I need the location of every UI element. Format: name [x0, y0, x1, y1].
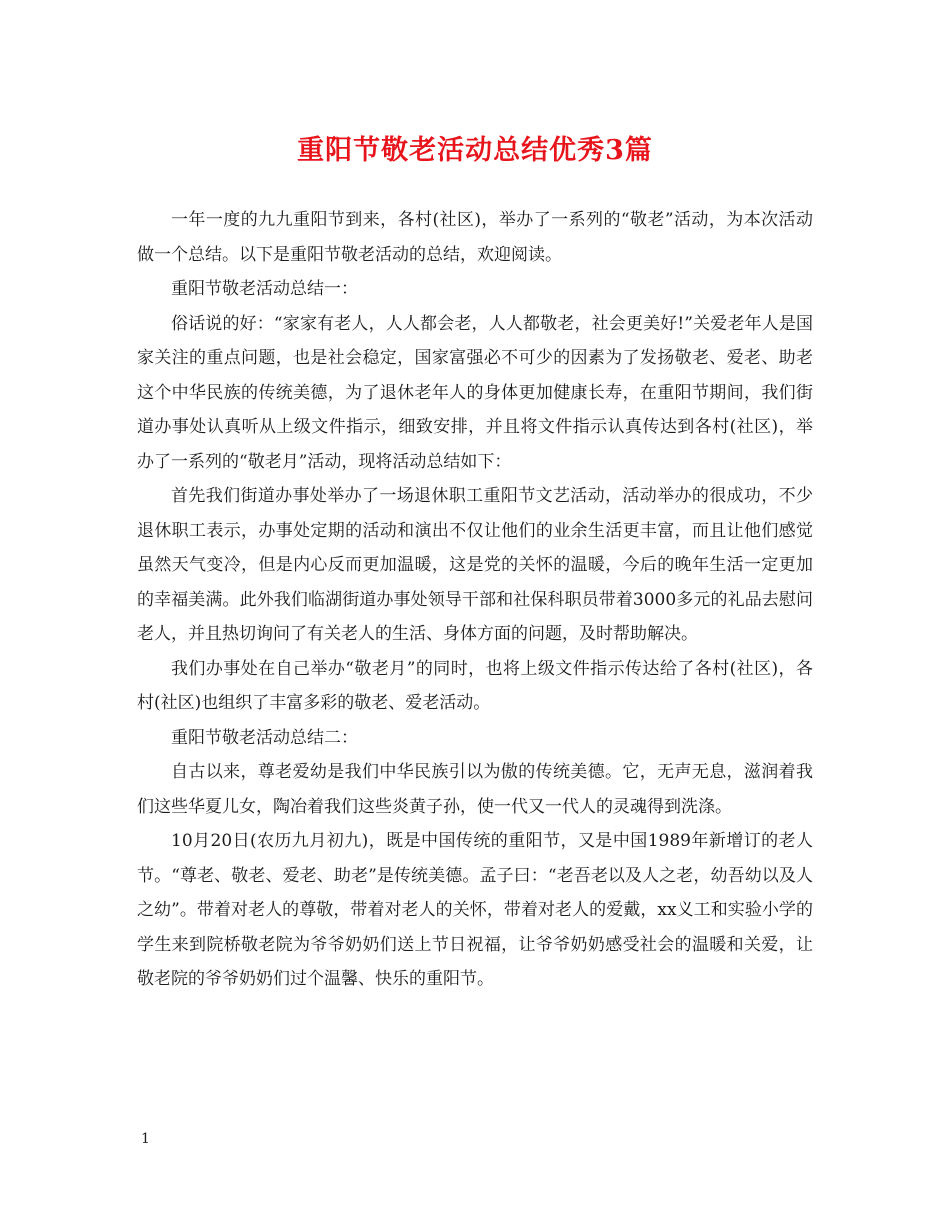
paragraph: 自古以来，尊老爱幼是我们中华民族引以为傲的传统美德。它，无声无息，滋润着我们这些华夏儿女，陶冶着我们这些炎黄子孙，使一代又一代人的灵魂得到洗涤。 [137, 762, 813, 817]
page-number: 1 [141, 1131, 150, 1147]
paragraph: 10月20日(农历九月初九)，既是中国传统的重阳节，又是中国1989年新增订的老人节。“尊老、敬老、爱老、助老”是传统美德。孟子曰：“老吾老以及人之老，幼吾幼以及人之幼”。带着对老人的尊敬，带着对老人的关怀，带着对老人的爱戴，xx义工和实验小学的学生来到院桥敬老院为爷爷奶奶们送上节日祝福，让爷爷奶奶感受社会的温暖和关爱，让敬老院的爷爷奶奶们过个温馨、快乐的重阳节。 [137, 831, 813, 989]
paragraph: 我们办事处在自己举办“敬老月”的同时，也将上级文件指示传达给了各村(社区)，各村(社区)也组织了丰富多彩的敬老、爱老活动。 [137, 658, 813, 713]
paragraph-intro: 一年一度的九九重阳节到来，各村(社区)，举办了一系列的“敬老”活动，为本次活动做一个总结。以下是重阳节敬老活动的总结，欢迎阅读。 [137, 210, 813, 265]
paragraph: 俗话说的好：“家家有老人，人人都会老，人人都敬老，社会更美好!”关爱老年人是国家关注的重点问题，也是社会稳定，国家富强必不可少的因素为了发扬敬老、爱老、助老这个中华民族的传统美德，为了退休老年人的身体更加健康长寿，在重阳节期间，我们街道办事处认真听从上级文件指示，细致安排，并且将文件指示认真传达到各村(社区)，举办了一系列的“敬老月”活动，现将活动总结如下： [137, 313, 813, 472]
document-body [137, 203, 813, 997]
paragraph: 首先我们街道办事处举办了一场退休职工重阳节文艺活动，活动举办的很成功，不少退休职工表示，办事处定期的活动和演出不仅让他们的业余生活更丰富，而且让他们感觉虽然天气变冷，但是内心反而更加温暖，这是党的关怀的温暖，今后的晚年生活一定更加的幸福美满。此外我们临湖街道办事处领导干部和社保科职员带着3000多元的礼品去慰问老人，并且热切询问了有关老人的生活、身体方面的问题，及时帮助解决。 [137, 486, 813, 644]
section-heading-2: 重阳节敬老活动总结二： [171, 727, 358, 748]
section-heading-1: 重阳节敬老活动总结一： [171, 279, 358, 299]
document-title: 重阳节敬老活动总结优秀3篇 [297, 135, 653, 166]
